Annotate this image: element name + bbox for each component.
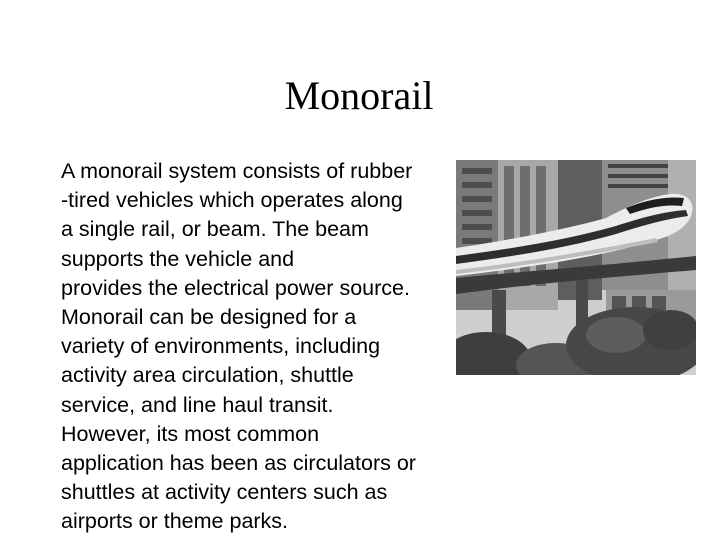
body-line: a single rail, or beam. The beam (61, 217, 369, 242)
body-line: supports the vehicle and (61, 246, 295, 271)
body-line: activity area circulation, shuttle (61, 363, 354, 388)
body-line: variety of environments, including (61, 334, 381, 359)
body-line: airports or theme parks. (61, 509, 289, 534)
body-text (61, 157, 471, 537)
body-line: service, and line haul transit. (61, 392, 334, 417)
body-line: A monorail system consists of rubber (61, 159, 413, 183)
body-line: provides the electrical power source. (61, 275, 410, 300)
slide-title (0, 72, 720, 119)
monorail-photo (456, 160, 696, 375)
slide-title-text: Monorail (284, 73, 434, 118)
body-line: However, its most common (61, 421, 320, 446)
body-line: application has been as circulators or (61, 451, 416, 476)
body-line: Monorail can be designed for a (61, 305, 357, 330)
body-line: -tired vehicles which operates along (61, 188, 403, 213)
body-line: shuttles at activity centers such as (61, 480, 388, 505)
